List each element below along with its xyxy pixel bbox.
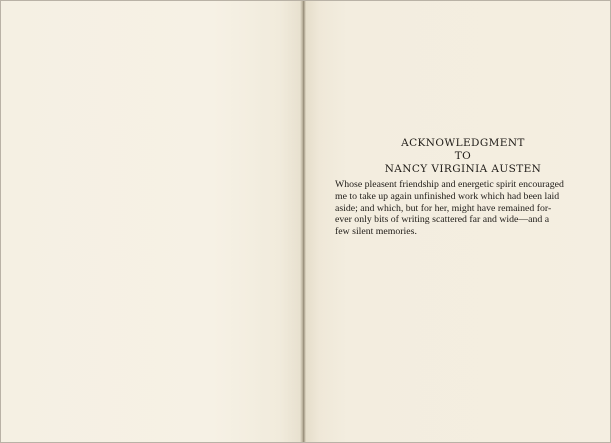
acknowledgment-text [335,179,591,238]
acknowledgment-line: Whose pleasent friendship and energetic spirit encouraged [335,179,564,190]
dedicatee-name: NANCY VIRGINIA AUSTEN [384,163,542,175]
dedication-to-line: TO [454,150,472,162]
acknowledgment-line: few silent memories. [335,226,417,238]
acknowledgment-line: me to take up again unfinished work which had been laid [335,190,560,202]
acknowledgment-heading: ACKNOWLEDGMENT [401,137,525,149]
acknowledgment-line: ever only bits of writing scattered far and wide—and a [335,214,550,226]
book-gutter [300,1,306,443]
acknowledgment-line: aside; and which, but for her, might have remained for- [335,202,552,214]
left-page [1,1,304,443]
